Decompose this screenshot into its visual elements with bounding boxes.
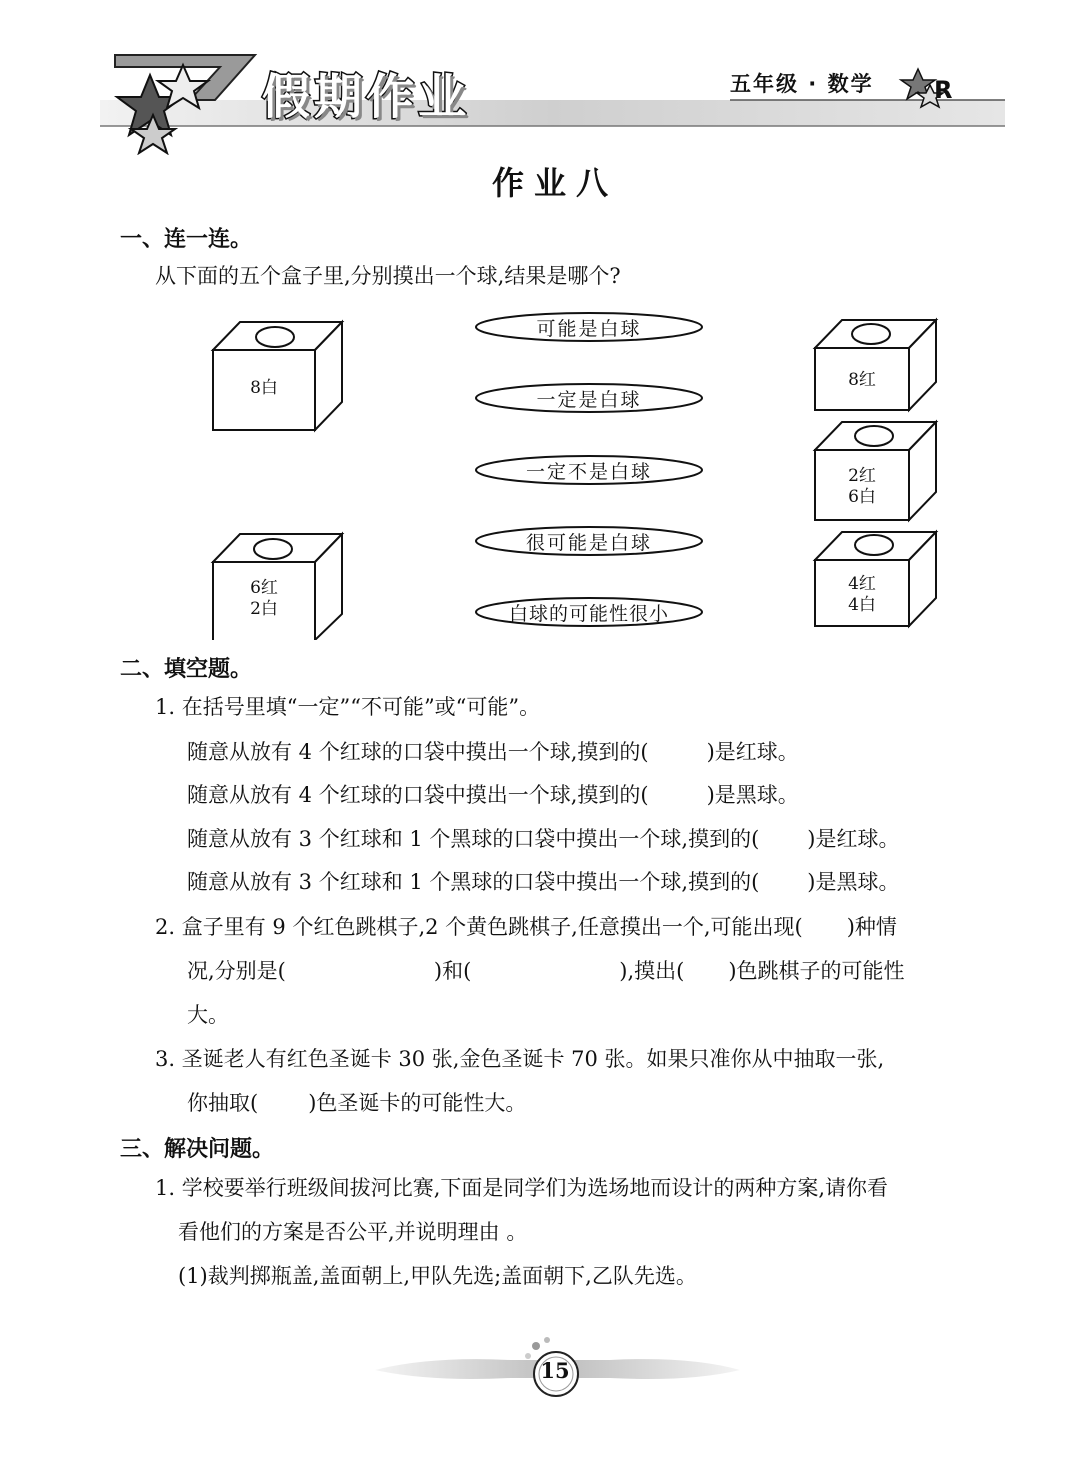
- q2-1-item-4: [187, 868, 900, 896]
- q2-1-item-2-post: )是黑球。: [706, 783, 799, 807]
- q2-1-number: 1.: [155, 695, 176, 719]
- oval-4-label: 很可能是白球: [525, 532, 652, 554]
- q2-1-item-4-post: )是黑球。: [807, 870, 900, 894]
- box-right-3-label: [815, 574, 909, 616]
- q2-1-item-3-pre: 随意从放有 3 个红球和 1 个黑球的口袋中摸出一个球,摸到的(: [187, 827, 760, 851]
- q2-2-line2-d: )色跳棋子的可能性: [728, 959, 905, 983]
- q2-3-line2-a: 你抽取(: [187, 1091, 259, 1115]
- q2-3-line2-b: )色圣诞卡的可能性大。: [308, 1091, 527, 1115]
- header-decoration: [95, 45, 1010, 155]
- q2-1: [155, 693, 540, 721]
- q2-1-item-3: [187, 825, 900, 853]
- box-right-3-line2: 4白: [848, 595, 876, 615]
- box-left-1-label: [213, 378, 315, 399]
- q2-2-number: 2.: [155, 915, 176, 939]
- q2-1-text: 在括号里填“一定”“不可能”或“可能”。: [181, 695, 541, 719]
- q3-1-line2: 看他们的方案是否公平,并说明理由 。: [178, 1220, 528, 1244]
- q2-2-line2-a: 况,分别是(: [187, 959, 286, 983]
- brand-title: 假期作业: [262, 69, 471, 125]
- box-right-1-label: [815, 370, 909, 391]
- section-2-heading: 二、填空题。: [120, 657, 253, 682]
- page-title: 作业八: [491, 164, 618, 202]
- box-right-2-line1: 2红: [848, 466, 876, 486]
- box-left-2-line2: 2白: [250, 599, 278, 619]
- q2-3-number: 3.: [155, 1047, 176, 1071]
- q2-2-line3: 大。: [187, 1003, 229, 1027]
- q2-1-item-4-pre: 随意从放有 3 个红球和 1 个黑球的口袋中摸出一个球,摸到的(: [187, 870, 760, 894]
- box-left-1-line1: 8白: [250, 378, 278, 398]
- q2-2-line2-b: )和(: [433, 959, 472, 983]
- box-right-1-line1: 8红: [848, 370, 876, 390]
- q2-1-item-1-pre: 随意从放有 4 个红球的口袋中摸出一个球,摸到的(: [187, 740, 649, 764]
- q3-1-sub-1: (1)裁判掷瓶盖,盖面朝上,甲队先选;盖面朝下,乙队先选。: [178, 1264, 697, 1288]
- q2-3-line2: [187, 1089, 526, 1117]
- oval-5-label: 白球的可能性很小: [508, 603, 669, 625]
- grade-subject-label: 五年级 · 数学: [730, 72, 874, 96]
- q2-2-line2-c: ),摸出(: [619, 959, 685, 983]
- oval-2-label: 一定是白球: [536, 389, 642, 411]
- q3-1-line1: 1. 学校要举行班级间拔河比赛,下面是同学们为选场地而设计的两种方案,请你看: [155, 1176, 889, 1200]
- box-left-2-line1: 6红: [250, 578, 278, 598]
- q2-1-item-3-post: )是红球。: [807, 827, 900, 851]
- section-1-prompt: 从下面的五个盒子里,分别摸出一个球,结果是哪个?: [155, 264, 621, 288]
- q2-1-item-2: [187, 781, 799, 809]
- q2-2-line1-b: )种情: [846, 915, 897, 939]
- q2-3-line1: [155, 1045, 884, 1073]
- box-left-1: [213, 322, 342, 430]
- box-right-3-line1: 4红: [848, 574, 876, 594]
- q2-2-line1-a: 盒子里有 9 个红色跳棋子,2 个黄色跳棋子,任意摸出一个,可能出现(: [181, 915, 803, 939]
- oval-1-label: 可能是白球: [536, 318, 642, 340]
- q2-2-line1: [155, 913, 897, 941]
- box-left-2-label: [213, 578, 315, 620]
- edition-mark: R: [934, 76, 953, 104]
- section-1-heading: 一、连一连。: [120, 227, 253, 252]
- q2-1-item-2-pre: 随意从放有 4 个红球的口袋中摸出一个球,摸到的(: [187, 783, 649, 807]
- page-number: 15: [540, 1358, 570, 1383]
- q2-1-item-1-post: )是红球。: [706, 740, 799, 764]
- box-right-2-line2: 6白: [848, 487, 876, 507]
- q2-2-line2: [187, 957, 905, 985]
- q2-1-item-1: [187, 738, 799, 766]
- section-3-heading: 三、解决问题。: [120, 1137, 275, 1162]
- box-right-2-label: [815, 466, 909, 508]
- box-right-1: [815, 320, 936, 410]
- oval-3-label: 一定不是白球: [525, 461, 652, 483]
- q2-3-line1-text: 圣诞老人有红色圣诞卡 30 张,金色圣诞卡 70 张。如果只准你从中抽取一张,: [181, 1047, 885, 1071]
